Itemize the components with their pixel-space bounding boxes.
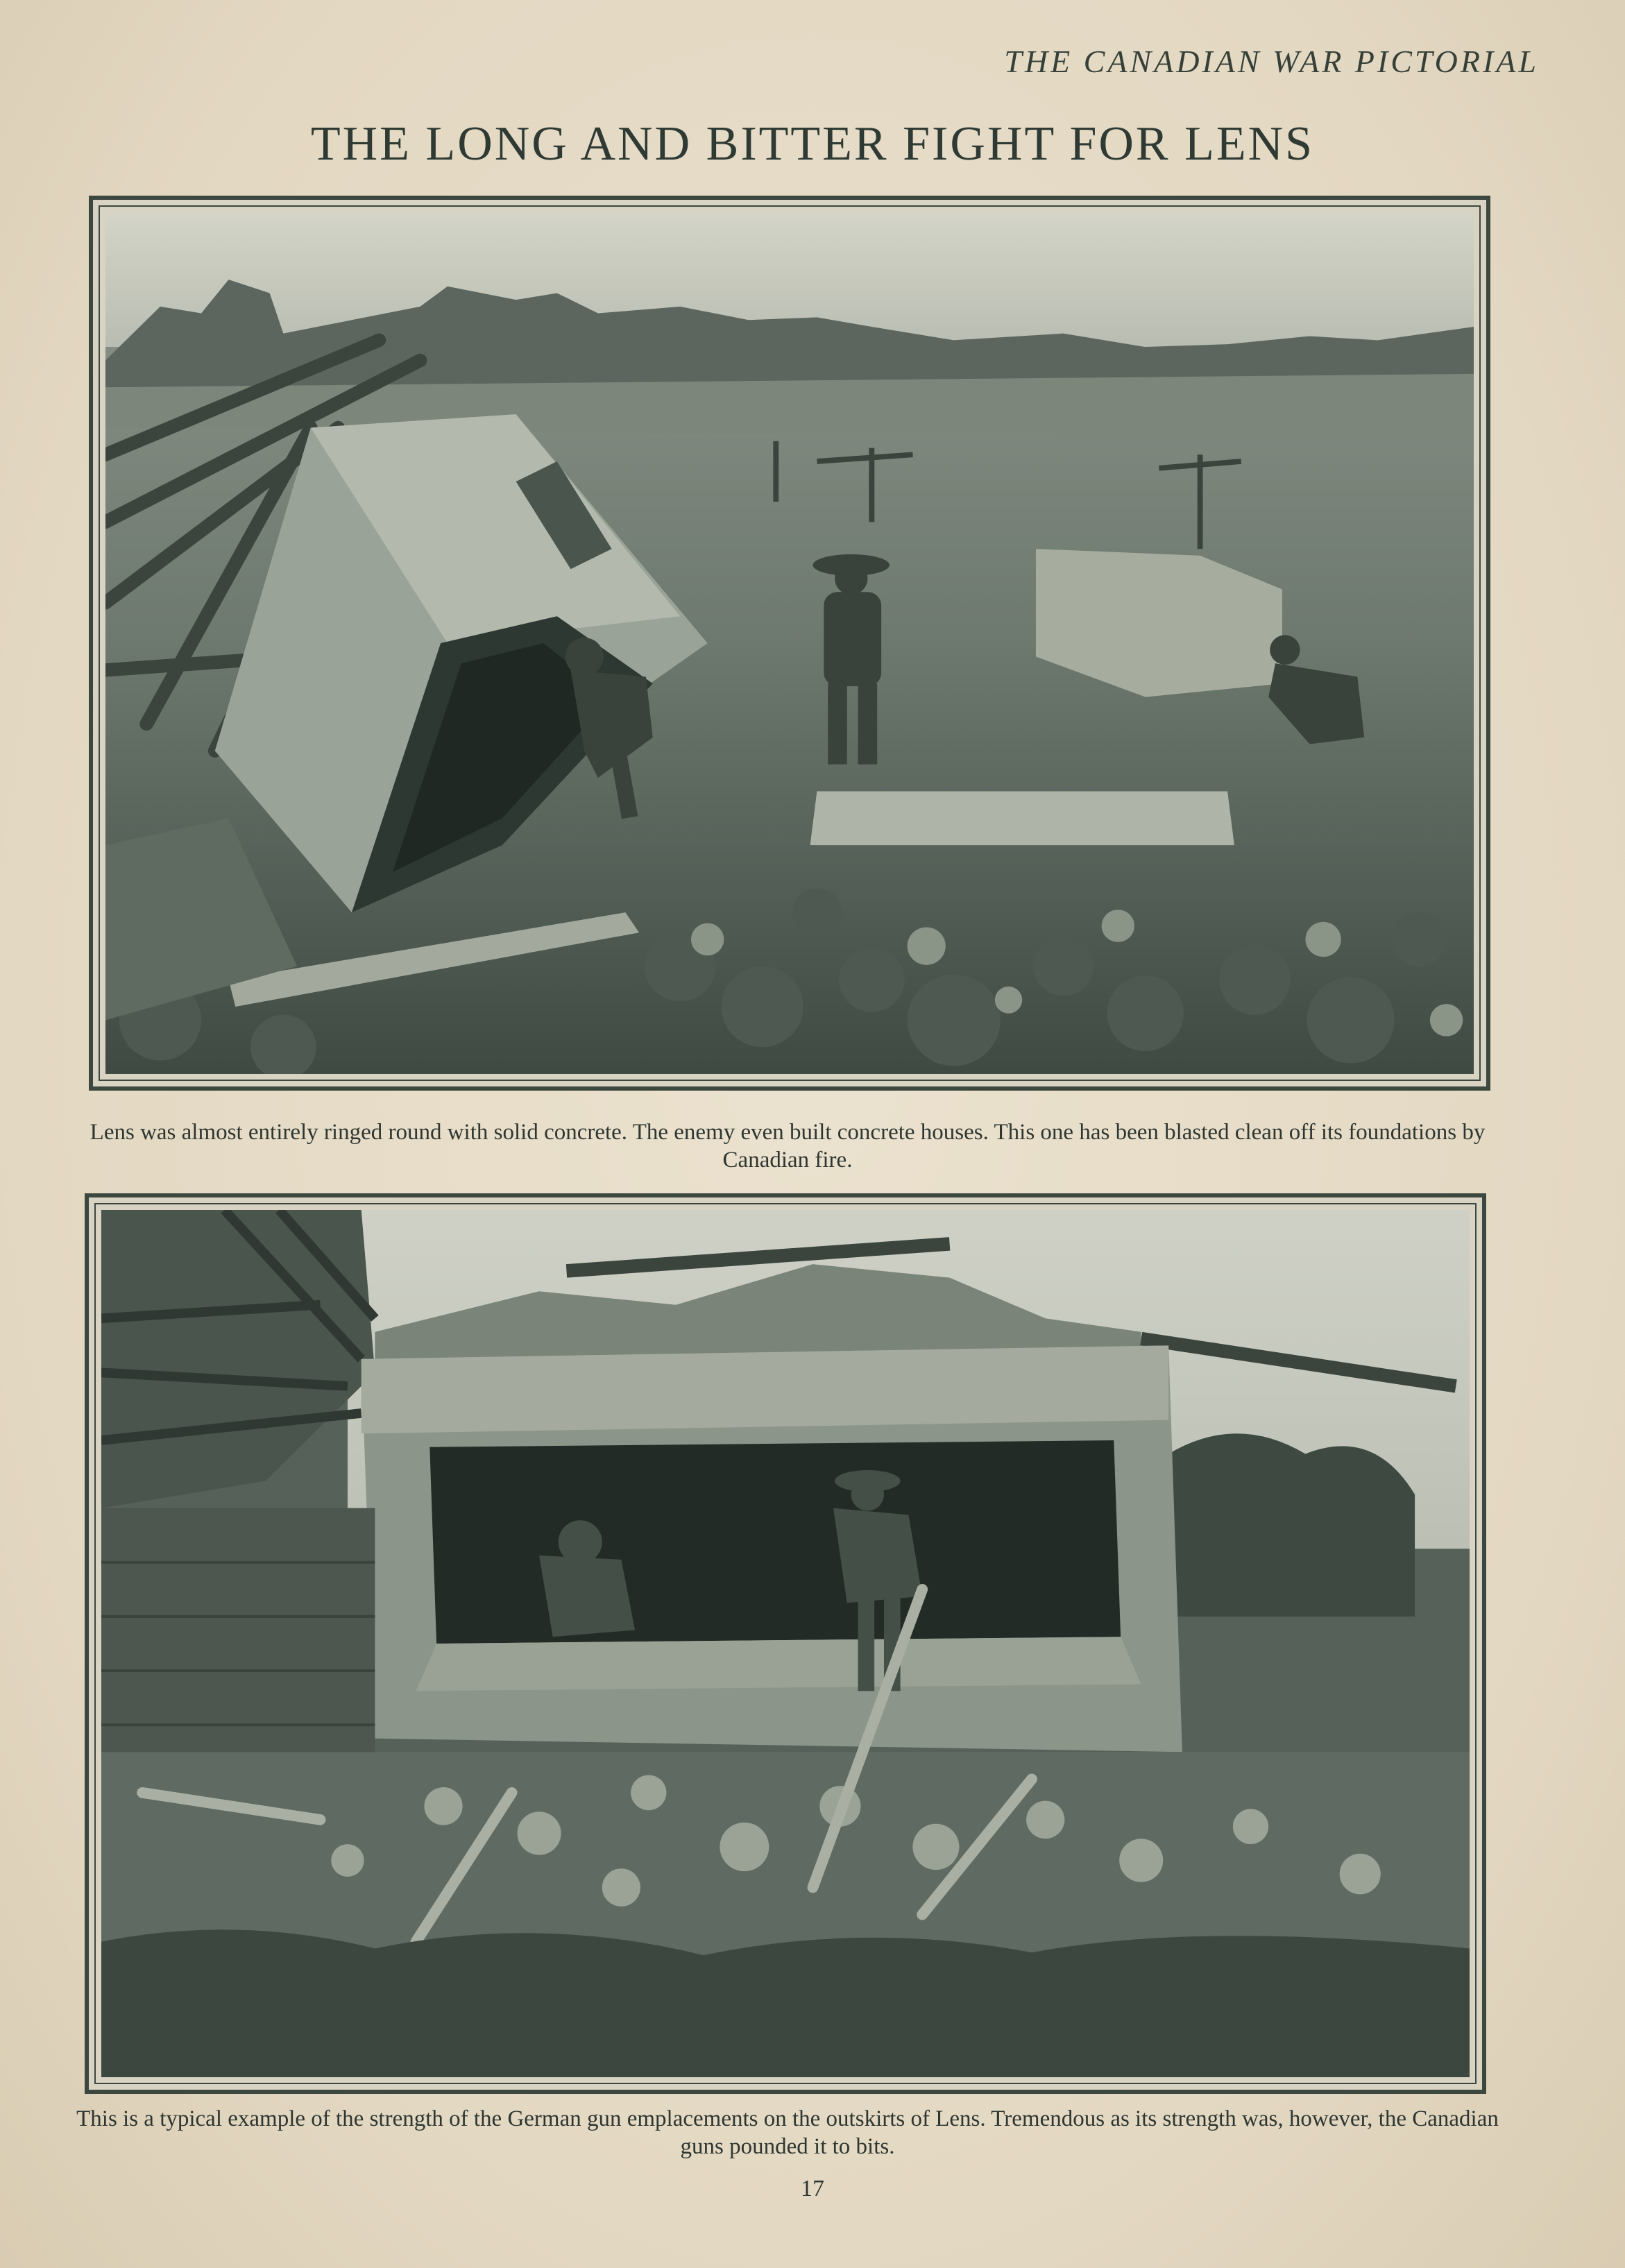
photo-frame-bottom [85,1193,1486,2094]
photo-frame-top [89,196,1490,1091]
page-number: 17 [801,2176,824,2201]
photo-caption-top: Lens was almost entirely ringed round with solid concrete. The enemy even built concrete houses. This one has been blasted clean off its foundations by Canadian fire. [90,1120,1486,1173]
running-head: THE CANADIAN WAR PICTORIAL [1004,44,1539,79]
photo-frame-top-inner [99,205,1481,1081]
page-title: THE LONG AND BITTER FIGHT FOR LENS [310,117,1315,171]
photo-frame-bottom-inner [94,1203,1477,2084]
photo-caption-bottom: This is a typical example of the strength of the German gun emplacements on the outskirts of Lens. Tremendous as its strength was, however, the Canadian guns pounded it to bits. [76,2106,1499,2159]
photo-concrete-house-ruins [105,212,1474,1074]
photo-gun-emplacement [101,1210,1470,2077]
